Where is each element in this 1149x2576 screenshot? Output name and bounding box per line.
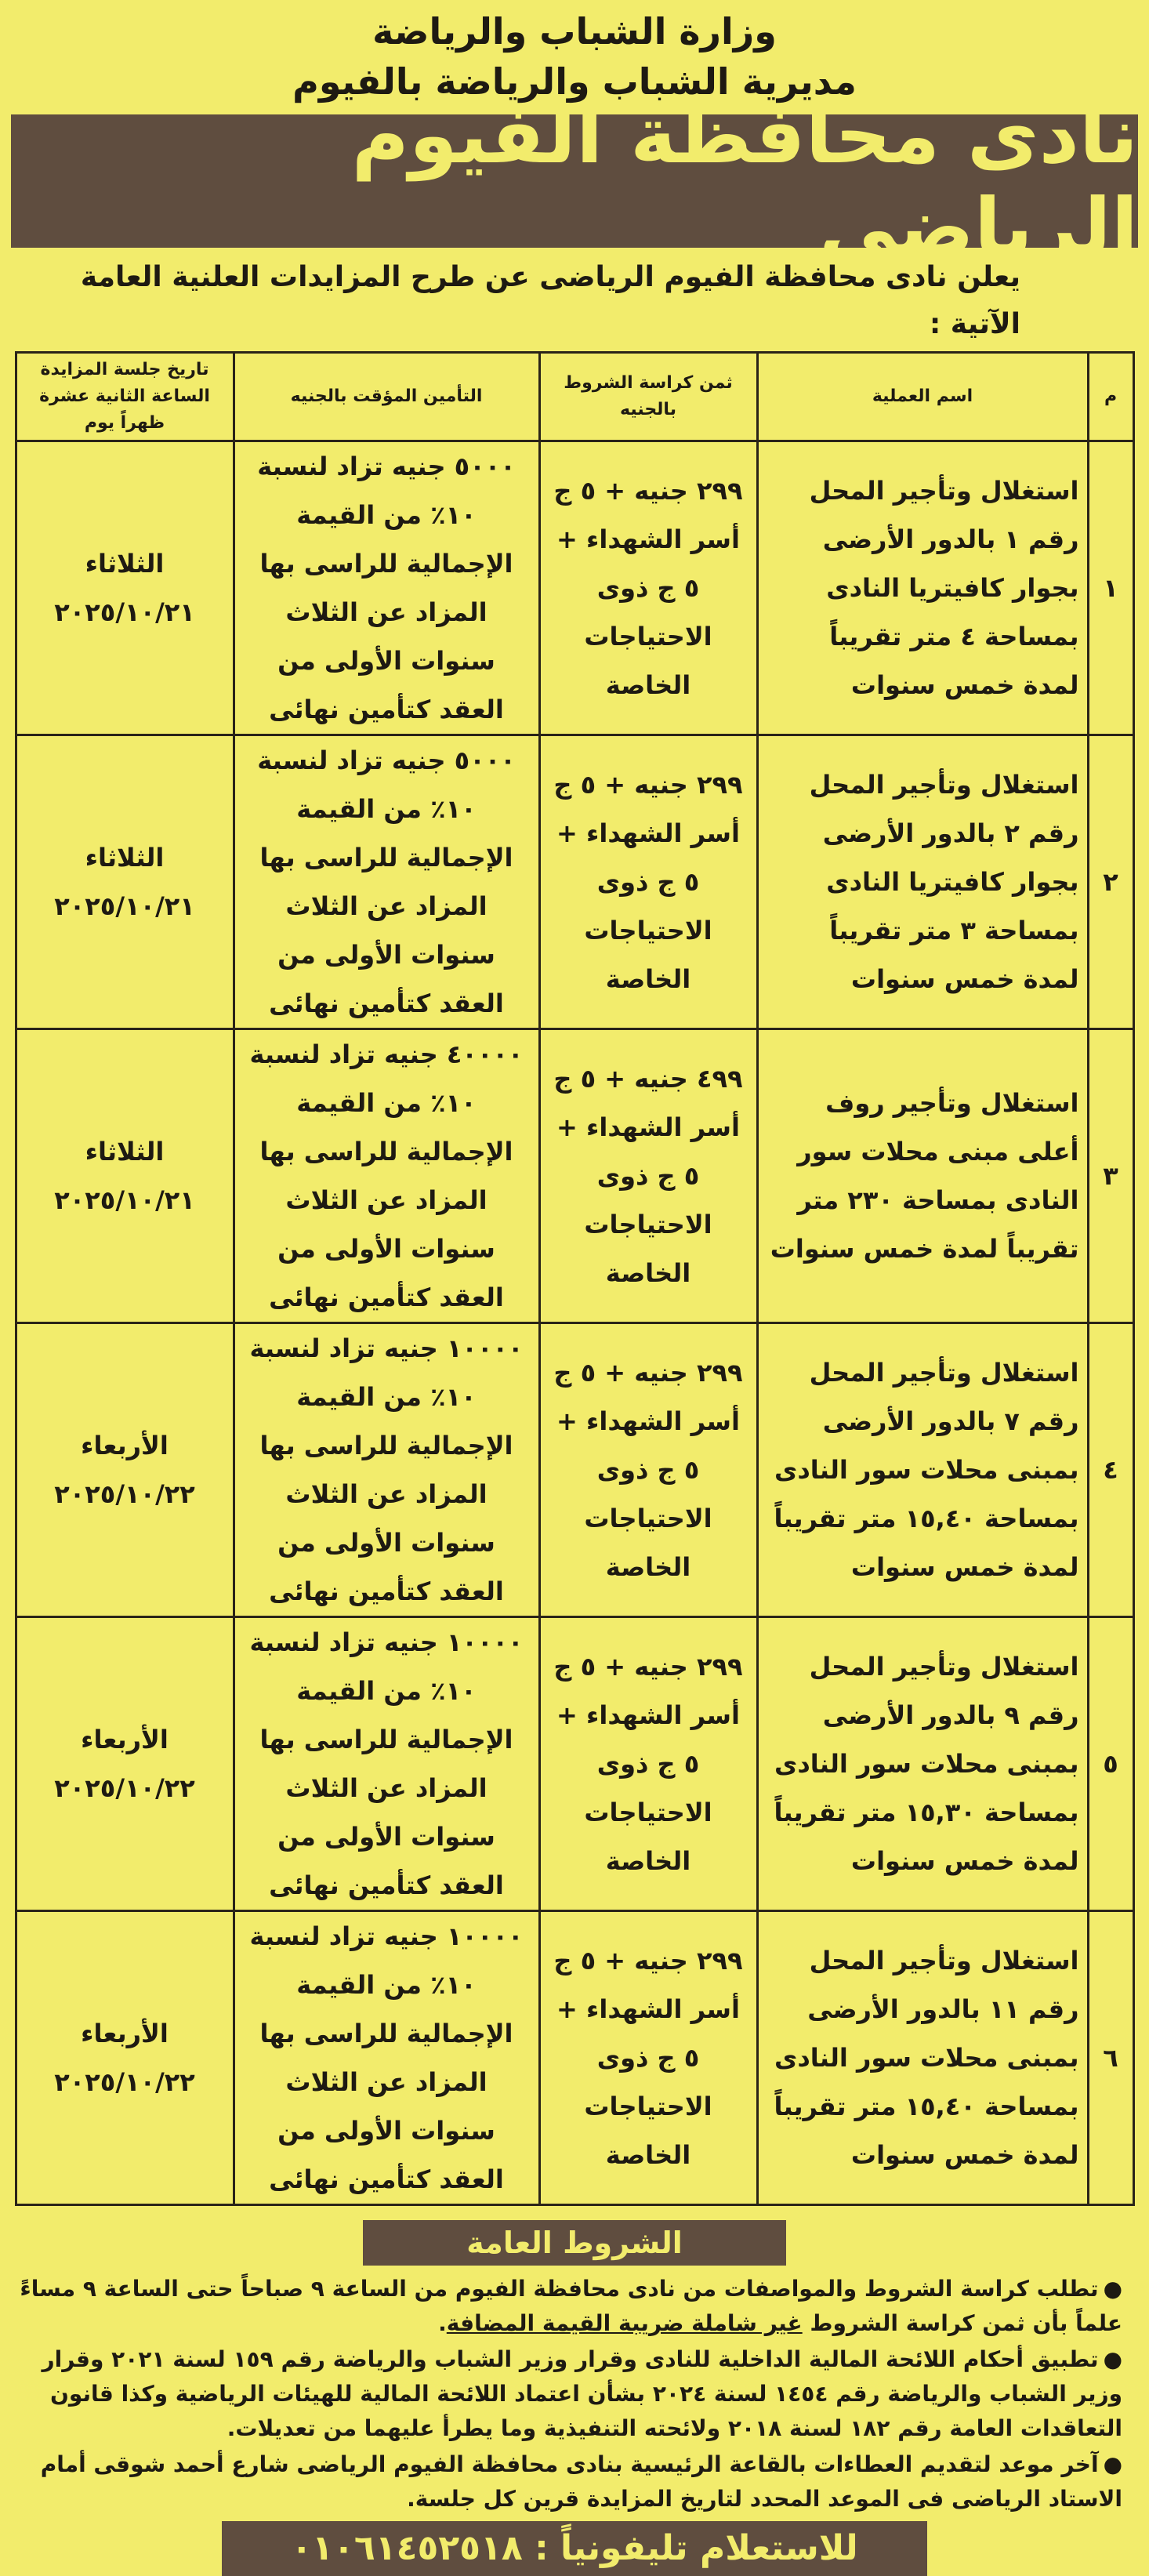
conditions-list bbox=[11, 2266, 1138, 2516]
bullet-icon: ● bbox=[1103, 2346, 1122, 2372]
row-operation: استغلال وتأجير روف أعلى مبنى محلات سور النادى بمساحة ٢٣٠ متر تقريباً لمدة خمس سنوات bbox=[757, 1029, 1088, 1323]
row-price: ٢٩٩ جنيه + ٥ ج أسر الشهداء + ٥ ج ذوى الاحتياجات الخاصة bbox=[539, 441, 757, 735]
row-deposit: ١٠٠٠٠ جنيه تزاد لنسبة ١٠٪ من القيمة الإجمالية للراسى بها المزاد عن الثلاث سنوات الأولى من العقد كتأمين نهائى bbox=[234, 1911, 539, 2205]
row-price: ٤٩٩ جنيه + ٥ ج أسر الشهداء + ٥ ج ذوى الاحتياجات الخاصة bbox=[539, 1029, 757, 1323]
header-num: م bbox=[1088, 353, 1133, 441]
row-date: ٢٠٢٥/١٠/٢٢ bbox=[54, 1479, 195, 1509]
row-date-cell bbox=[16, 1911, 234, 2205]
condition-text: تطبيق أحكام اللائحة المالية الداخلية للنادى وقرار وزير الشباب والرياضة رقم ١٥٩ لسنة ٢٠٢١ وقرار وزير الشباب والرياضة رقم ١٤٥٤ لسنة ٢٠٢٤ بشأن اعتماد اللائحة المالية للهيئات الرياضية وكذا قانون التعاقدات العامة رقم ١٨٢ لسنة ٢٠١٨ ولائحته التنفيذية وما يطرأ عليهما من تعديلات. bbox=[42, 2346, 1122, 2441]
row-date: ٢٠٢٥/١٠/٢١ bbox=[54, 597, 195, 627]
row-date-cell bbox=[16, 1323, 234, 1617]
bullet-icon: ● bbox=[1103, 2276, 1122, 2302]
row-num: ١ bbox=[1088, 441, 1133, 735]
condition-item bbox=[19, 2447, 1122, 2516]
table-row bbox=[16, 1029, 1133, 1323]
table-row bbox=[16, 735, 1133, 1029]
row-num: ٥ bbox=[1088, 1617, 1133, 1911]
row-date-cell bbox=[16, 735, 234, 1029]
row-deposit: ٥٠٠٠ جنيه تزاد لنسبة ١٠٪ من القيمة الإجمالية للراسى بها المزاد عن الثلاث سنوات الأولى من العقد كتأمين نهائى bbox=[234, 441, 539, 735]
conditions-title-wrap bbox=[11, 2220, 1138, 2266]
row-price: ٢٩٩ جنيه + ٥ ج أسر الشهداء + ٥ ج ذوى الاحتياجات الخاصة bbox=[539, 1617, 757, 1911]
row-date-cell bbox=[16, 1617, 234, 1911]
condition-item bbox=[19, 2272, 1122, 2341]
table-row bbox=[16, 1911, 1133, 2205]
row-day: الأربعاء bbox=[81, 1725, 169, 1754]
row-num: ٣ bbox=[1088, 1029, 1133, 1323]
row-num: ٦ bbox=[1088, 1911, 1133, 2205]
row-price: ٢٩٩ جنيه + ٥ ج أسر الشهداء + ٥ ج ذوى الاحتياجات الخاصة bbox=[539, 1323, 757, 1617]
header-price: ثمن كراسة الشروط بالجنيه bbox=[539, 353, 757, 441]
row-day: الأربعاء bbox=[81, 2019, 169, 2048]
header-date: تاريخ جلسة المزايدة الساعة الثانية عشرة ظهراً يوم bbox=[16, 353, 234, 441]
condition-underlined-text: غير شاملة ضريبة القيمة المضافة bbox=[446, 2310, 803, 2336]
row-price: ٢٩٩ جنيه + ٥ ج أسر الشهداء + ٥ ج ذوى الاحتياجات الخاصة bbox=[539, 735, 757, 1029]
club-name-banner: نادى محافظة الفيوم الرياضى bbox=[11, 114, 1138, 248]
row-date: ٢٠٢٥/١٠/٢١ bbox=[54, 891, 195, 921]
row-day: الثلاثاء bbox=[85, 1137, 165, 1166]
header-operation: اسم العملية bbox=[757, 353, 1088, 441]
conditions-title: الشروط العامة bbox=[363, 2220, 786, 2266]
auctions-table bbox=[15, 351, 1135, 2206]
condition-item bbox=[19, 2342, 1122, 2446]
row-num: ٢ bbox=[1088, 735, 1133, 1029]
row-date: ٢٠٢٥/١٠/٢١ bbox=[54, 1185, 195, 1215]
table-row bbox=[16, 1617, 1133, 1911]
row-deposit: ٤٠٠٠٠ جنيه تزاد لنسبة ١٠٪ من القيمة الإجمالية للراسى بها المزاد عن الثلاث سنوات الأولى من العقد كتأمين نهائى bbox=[234, 1029, 539, 1323]
condition-text: آخر موعد لتقديم العطاءات بالقاعة الرئيسية بنادى محافظة الفيوم الرياضى شارع أحمد شوقى أمام الاستاد الرياضى فى الموعد المحدد لتاريخ المزايدة قرين كل جلسة. bbox=[40, 2451, 1122, 2512]
intro-text: يعلن نادى محافظة الفيوم الرياضى عن طرح المزايدات العلنية العامة الآتية : bbox=[80, 261, 1020, 340]
table-header-row bbox=[16, 353, 1133, 441]
row-day: الأربعاء bbox=[81, 1431, 169, 1460]
table-row bbox=[16, 1323, 1133, 1617]
row-date-cell bbox=[16, 1029, 234, 1323]
row-num: ٤ bbox=[1088, 1323, 1133, 1617]
condition-text: تطلب كراسة الشروط والمواصفات من نادى محافظة الفيوم من الساعة ٩ صباحاً حتى الساعة ٩ مساءً علماً بأن ثمن كراسة الشروط bbox=[20, 2276, 1122, 2336]
bullet-icon: ● bbox=[1103, 2451, 1122, 2477]
row-date-cell bbox=[16, 441, 234, 735]
row-date: ٢٠٢٥/١٠/٢٢ bbox=[54, 2067, 195, 2097]
row-day: الثلاثاء bbox=[85, 843, 165, 873]
row-operation: استغلال وتأجير المحل رقم ٩ بالدور الأرضى بمبنى محلات سور النادى بمساحة ١٥,٣٠ متر تقريباً لمدة خمس سنوات bbox=[757, 1617, 1088, 1911]
row-operation: استغلال وتأجير المحل رقم ٢ بالدور الأرضى بجوار كافيتريا النادى بمساحة ٣ متر تقريباً لمدة خمس سنوات bbox=[757, 735, 1088, 1029]
row-day: الثلاثاء bbox=[85, 549, 165, 579]
directorate-name: مديرية الشباب والرياضة بالفيوم bbox=[292, 60, 857, 103]
contact-phone: للاستعلام تليفونياً : ٠١٠٦١٤٥٢٥١٨ bbox=[222, 2521, 927, 2576]
row-operation: استغلال وتأجير المحل رقم ١ بالدور الأرضى بجوار كافيتريا النادى بمساحة ٤ متر تقريباً لمدة خمس سنوات bbox=[757, 441, 1088, 735]
row-deposit: ١٠٠٠٠ جنيه تزاد لنسبة ١٠٪ من القيمة الإجمالية للراسى بها المزاد عن الثلاث سنوات الأولى من العقد كتأمين نهائى bbox=[234, 1323, 539, 1617]
row-operation: استغلال وتأجير المحل رقم ١١ بالدور الأرضى بمبنى محلات سور النادى بمساحة ١٥,٤٠ متر تقريباً لمدة خمس سنوات bbox=[757, 1911, 1088, 2205]
ministry-name: وزارة الشباب والرياضة bbox=[372, 10, 777, 53]
row-price: ٢٩٩ جنيه + ٥ ج أسر الشهداء + ٥ ج ذوى الاحتياجات الخاصة bbox=[539, 1911, 757, 2205]
table-row bbox=[16, 441, 1133, 735]
row-deposit: ١٠٠٠٠ جنيه تزاد لنسبة ١٠٪ من القيمة الإجمالية للراسى بها المزاد عن الثلاث سنوات الأولى من العقد كتأمين نهائى bbox=[234, 1617, 539, 1911]
header-deposit: التأمين المؤقت بالجنيه bbox=[234, 353, 539, 441]
condition-end: . bbox=[438, 2310, 447, 2336]
row-deposit: ٥٠٠٠ جنيه تزاد لنسبة ١٠٪ من القيمة الإجمالية للراسى بها المزاد عن الثلاث سنوات الأولى من العقد كتأمين نهائى bbox=[234, 735, 539, 1029]
row-date: ٢٠٢٥/١٠/٢٢ bbox=[54, 1773, 195, 1803]
row-operation: استغلال وتأجير المحل رقم ٧ بالدور الأرضى بمبنى محلات سور النادى بمساحة ١٥,٤٠ متر تقريباً لمدة خمس سنوات bbox=[757, 1323, 1088, 1617]
contact-wrap bbox=[11, 2521, 1138, 2576]
